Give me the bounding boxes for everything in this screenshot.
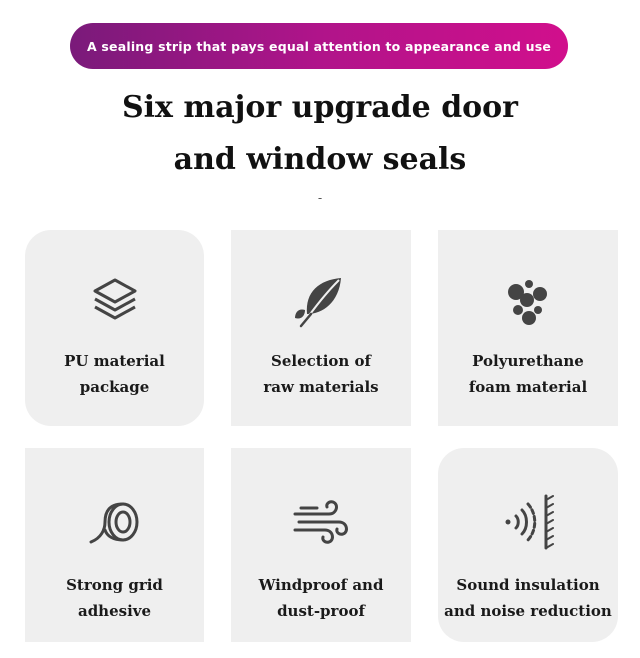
- bubbles-icon: [496, 270, 560, 334]
- feature-label-line: adhesive: [77, 602, 152, 620]
- title-divider: -: [317, 191, 323, 205]
- promo-banner: [70, 23, 568, 69]
- feature-card-sound-insulation: [438, 448, 618, 642]
- feature-label-line: package: [79, 378, 150, 396]
- feature-label: [438, 348, 618, 400]
- feature-label: [25, 348, 204, 400]
- feature-label: [231, 348, 411, 400]
- title-line-1: Six major upgrade door: [121, 90, 518, 125]
- feature-card-adhesive: [25, 448, 204, 642]
- feature-label-line: and noise reduction: [444, 602, 612, 620]
- tape-roll-icon: [83, 490, 147, 554]
- feature-label-line: Polyurethane: [472, 352, 584, 370]
- feature-card-pu-material: [25, 230, 204, 426]
- sound-wall-icon: [496, 490, 560, 554]
- feature-label: [231, 572, 411, 624]
- title-line-2: and window seals: [173, 142, 467, 177]
- feature-card-foam-material: [438, 230, 618, 426]
- feature-label-line: raw materials: [263, 378, 379, 396]
- feature-label-line: Windproof and: [258, 576, 384, 594]
- feature-label: [25, 572, 204, 624]
- wind-icon: [289, 490, 353, 554]
- feature-card-raw-materials: [231, 230, 411, 426]
- feature-card-windproof: [231, 448, 411, 642]
- leaf-icon: [289, 270, 353, 334]
- feature-label: [438, 572, 618, 624]
- banner-text: A sealing strip that pays equal attention to appearance and use: [86, 38, 552, 54]
- layers-icon: [83, 270, 147, 334]
- feature-label-line: dust-proof: [277, 602, 365, 620]
- page-title: [0, 82, 640, 186]
- feature-label-line: PU material: [64, 352, 165, 370]
- feature-label-line: Selection of: [271, 352, 371, 370]
- feature-label-line: foam material: [468, 378, 588, 396]
- feature-label-line: Strong grid: [66, 576, 163, 594]
- feature-label-line: Sound insulation: [456, 576, 600, 594]
